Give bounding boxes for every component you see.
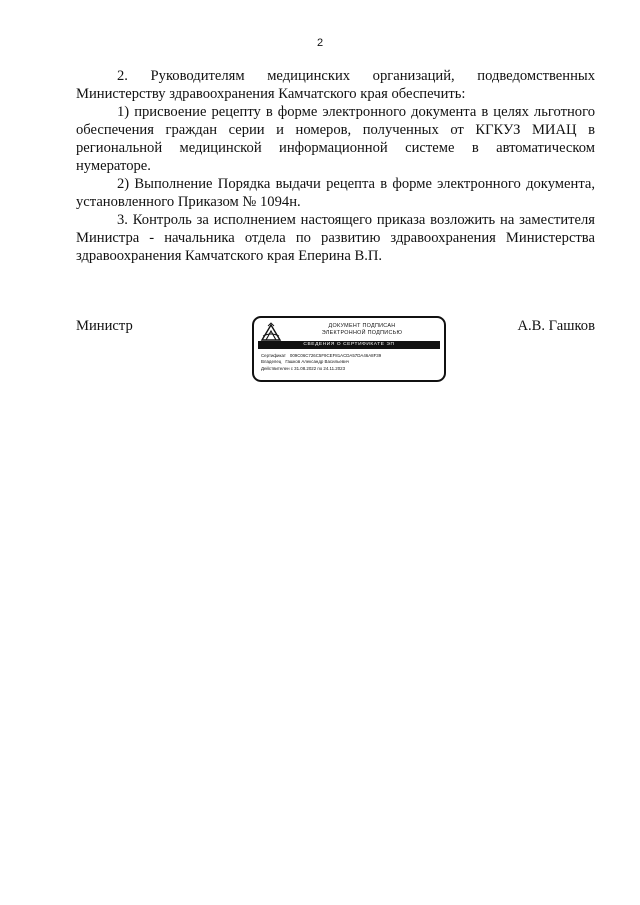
- paragraph-item-2: 2. Руководителям медицинских организаций, подведомственных Министерству здравоохранения Камчатского края обеспечить:: [76, 68, 595, 102]
- paragraph-subitem-1: 1) присвоение рецепту в форме электронного документа в целях льготного обеспечения граждан серии и номеров, полученных от КГКУЗ МИАЦ в региональной медицинской информационной системе в автоматическом нумераторе.: [76, 104, 595, 174]
- paragraph-item-3: 3. Контроль за исполнением настоящего приказа возложить на заместителя Министра - начальника отдела по развитию здравоохранения Министерства здравоохранения Камчатского края Еперина В.П.: [76, 212, 595, 264]
- coat-of-arms-icon: [260, 322, 282, 342]
- certificate-value: 009C06C726C5F9CEF81ACDA57DA46A8F39: [289, 353, 382, 358]
- signatory-title: Министр: [76, 318, 133, 334]
- paragraph-subitem-2: 2) Выполнение Порядка выдачи рецепта в форме электронного документа, установленного Приказом № 1094н.: [76, 176, 595, 210]
- certificate-label: Сертификат: [261, 353, 286, 358]
- stamp-validity-row: Действителен с 31.08.2022 по 24.11.2023: [261, 365, 346, 371]
- owner-label: Владелец: [261, 359, 282, 365]
- page-number: 2: [316, 37, 324, 49]
- owner-value: Гашков Александр Васильевич: [285, 359, 349, 365]
- stamp-certificate-bar: СВЕДЕНИЯ О СЕРТИФИКАТЕ ЭП: [258, 341, 440, 349]
- signatory-name: А.В. Гашков: [517, 318, 595, 334]
- stamp-header: [286, 323, 438, 337]
- stamp-header-line-1: ДОКУМЕНТ ПОДПИСАН: [328, 323, 396, 329]
- stamp-details: [261, 353, 440, 372]
- signature-block: [76, 316, 595, 386]
- document-body: [76, 67, 595, 265]
- electronic-signature-stamp: [252, 316, 446, 382]
- stamp-header-line-2: ЭЛЕКТРОННОЙ ПОДПИСЬЮ: [321, 330, 403, 336]
